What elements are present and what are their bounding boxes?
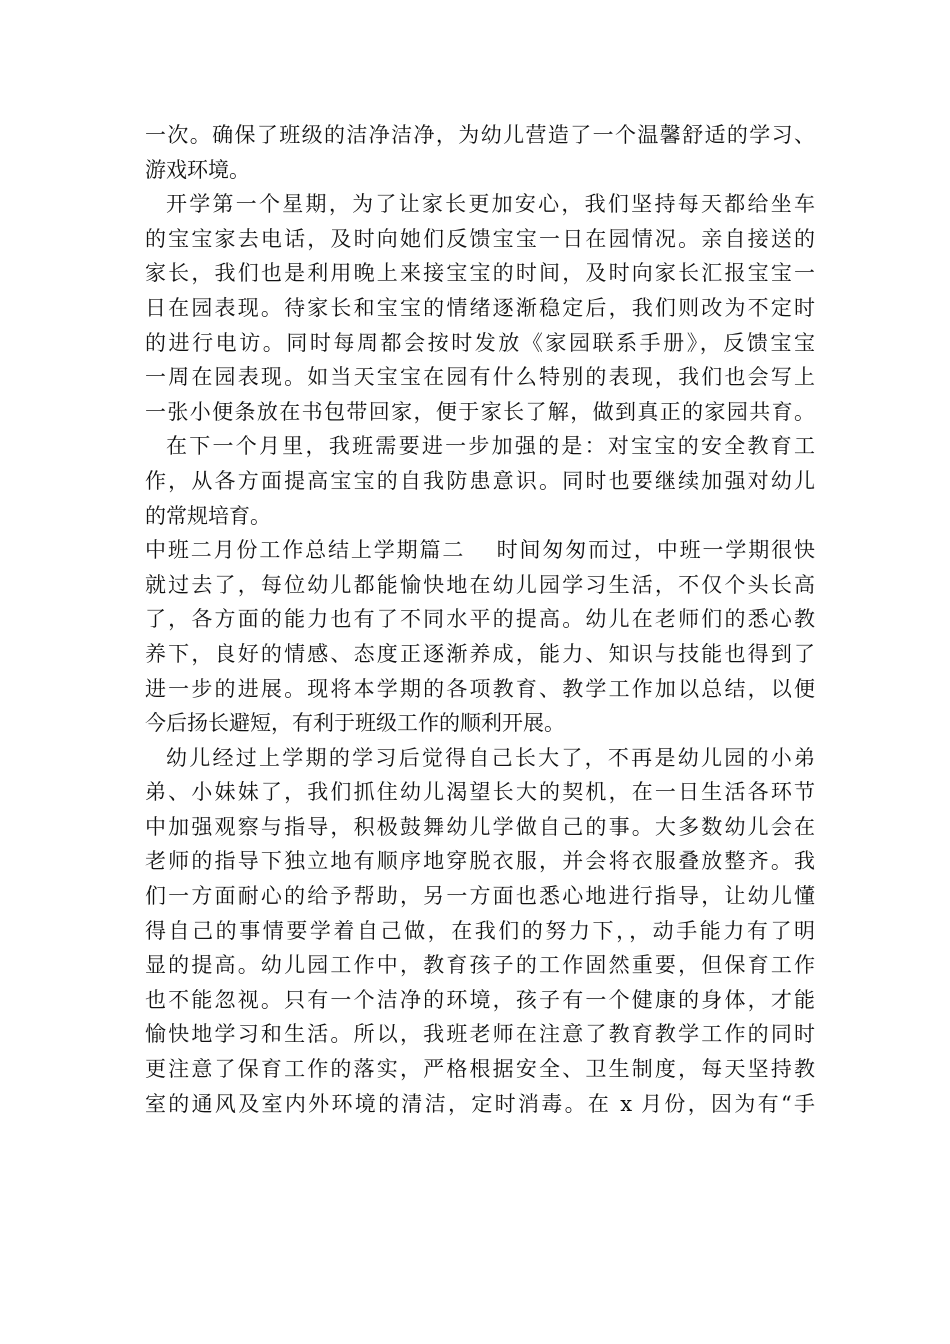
text-line: 一张小便条放在书包带回家，便于家长了解，做到真正的家园共育。 [145, 399, 815, 424]
text-line: 更注意了保育工作的落实，严格根据安全、卫生制度，每天坚持教 [145, 1057, 815, 1082]
text-line: 幼儿经过上学期的学习后觉得自己长大了，不再是幼儿园的小弟 [166, 745, 815, 770]
text-line: 游戏环境。 [145, 157, 250, 182]
text-line: 得自己的事情要学着自己做，在我们的努力下，，动手能力有了明 [145, 918, 815, 943]
text-line: 在下一个月里，我班需要进一步加强的是：对宝宝的安全教育工 [166, 434, 815, 459]
text-line: 老师的指导下独立地有顺序地穿脱衣服，并会将衣服叠放整齐。我 [145, 849, 815, 874]
text-line: 家长，我们也是利用晚上来接宝宝的时间，及时向家长汇报宝宝一 [145, 261, 815, 286]
text-line: 显的提高。幼儿园工作中，教育孩子的工作固然重要，但保育工作 [145, 953, 815, 978]
text-line: 进一步的进展。现将本学期的各项教育、教学工作加以总结，以便 [145, 676, 815, 701]
text-line: 就过去了，每位幼儿都能愉快地在幼儿园学习生活，不仅个头长高 [145, 572, 815, 597]
text-line: 愉快地学习和生活。所以，我班老师在注意了教育教学工作的同时 [145, 1022, 815, 1047]
text-line: 的进行电访。同时每周都会按时发放《家园联系手册》，反馈宝宝 [145, 330, 815, 355]
text-line: 日在园表现。待家长和宝宝的情绪逐渐稳定后，我们则改为不定时 [145, 295, 815, 320]
text-line: 也不能忽视。只有一个洁净的环境，孩子有一个健康的身体，才能 [145, 987, 815, 1012]
text-line: 了，各方面的能力也有了不同水平的提高。幼儿在老师们的悉心教 [145, 607, 815, 632]
text-line: 中加强观察与指导，积极鼓舞幼儿学做自己的事。大多数幼儿会在 [145, 814, 815, 839]
text-line: 养下，良好的情感、态度正逐渐养成，能力、知识与技能也得到了 [145, 641, 815, 666]
text-line: 中班二月份工作总结上学期篇二 时间匆匆而过，中班一学期很快 [145, 538, 815, 563]
text-line: 一次。确保了班级的洁净洁净，为幼儿营造了一个温馨舒适的学习、 [145, 123, 815, 147]
text-line: 室的通风及室内外环境的清洁，定时消毒。在 x 月份，因为有“手 [145, 1091, 815, 1116]
text-line: 们一方面耐心的给予帮助，另一方面也悉心地进行指导，让幼儿懂 [145, 884, 815, 909]
text-line: 的常规培育。 [145, 503, 271, 528]
text-line: 的宝宝家去电话，及时向她们反馈宝宝一日在园情况。亲自接送的 [145, 226, 815, 251]
text-line: 弟、小妹妹了，我们抓住幼儿渴望长大的契机，在一日生活各环节 [145, 780, 815, 805]
text-line: 今后扬长避短，有利于班级工作的顺利开展。 [145, 711, 565, 736]
text-line: 作，从各方面提高宝宝的自我防患意识。同时也要继续加强对幼儿 [145, 468, 815, 493]
text-line: 一周在园表现。如当天宝宝在园有什么特别的表现，我们也会写上 [145, 365, 815, 390]
text-line: 开学第一个星期，为了让家长更加安心，我们坚持每天都给坐车 [166, 192, 815, 217]
body-text [145, 118, 815, 1121]
